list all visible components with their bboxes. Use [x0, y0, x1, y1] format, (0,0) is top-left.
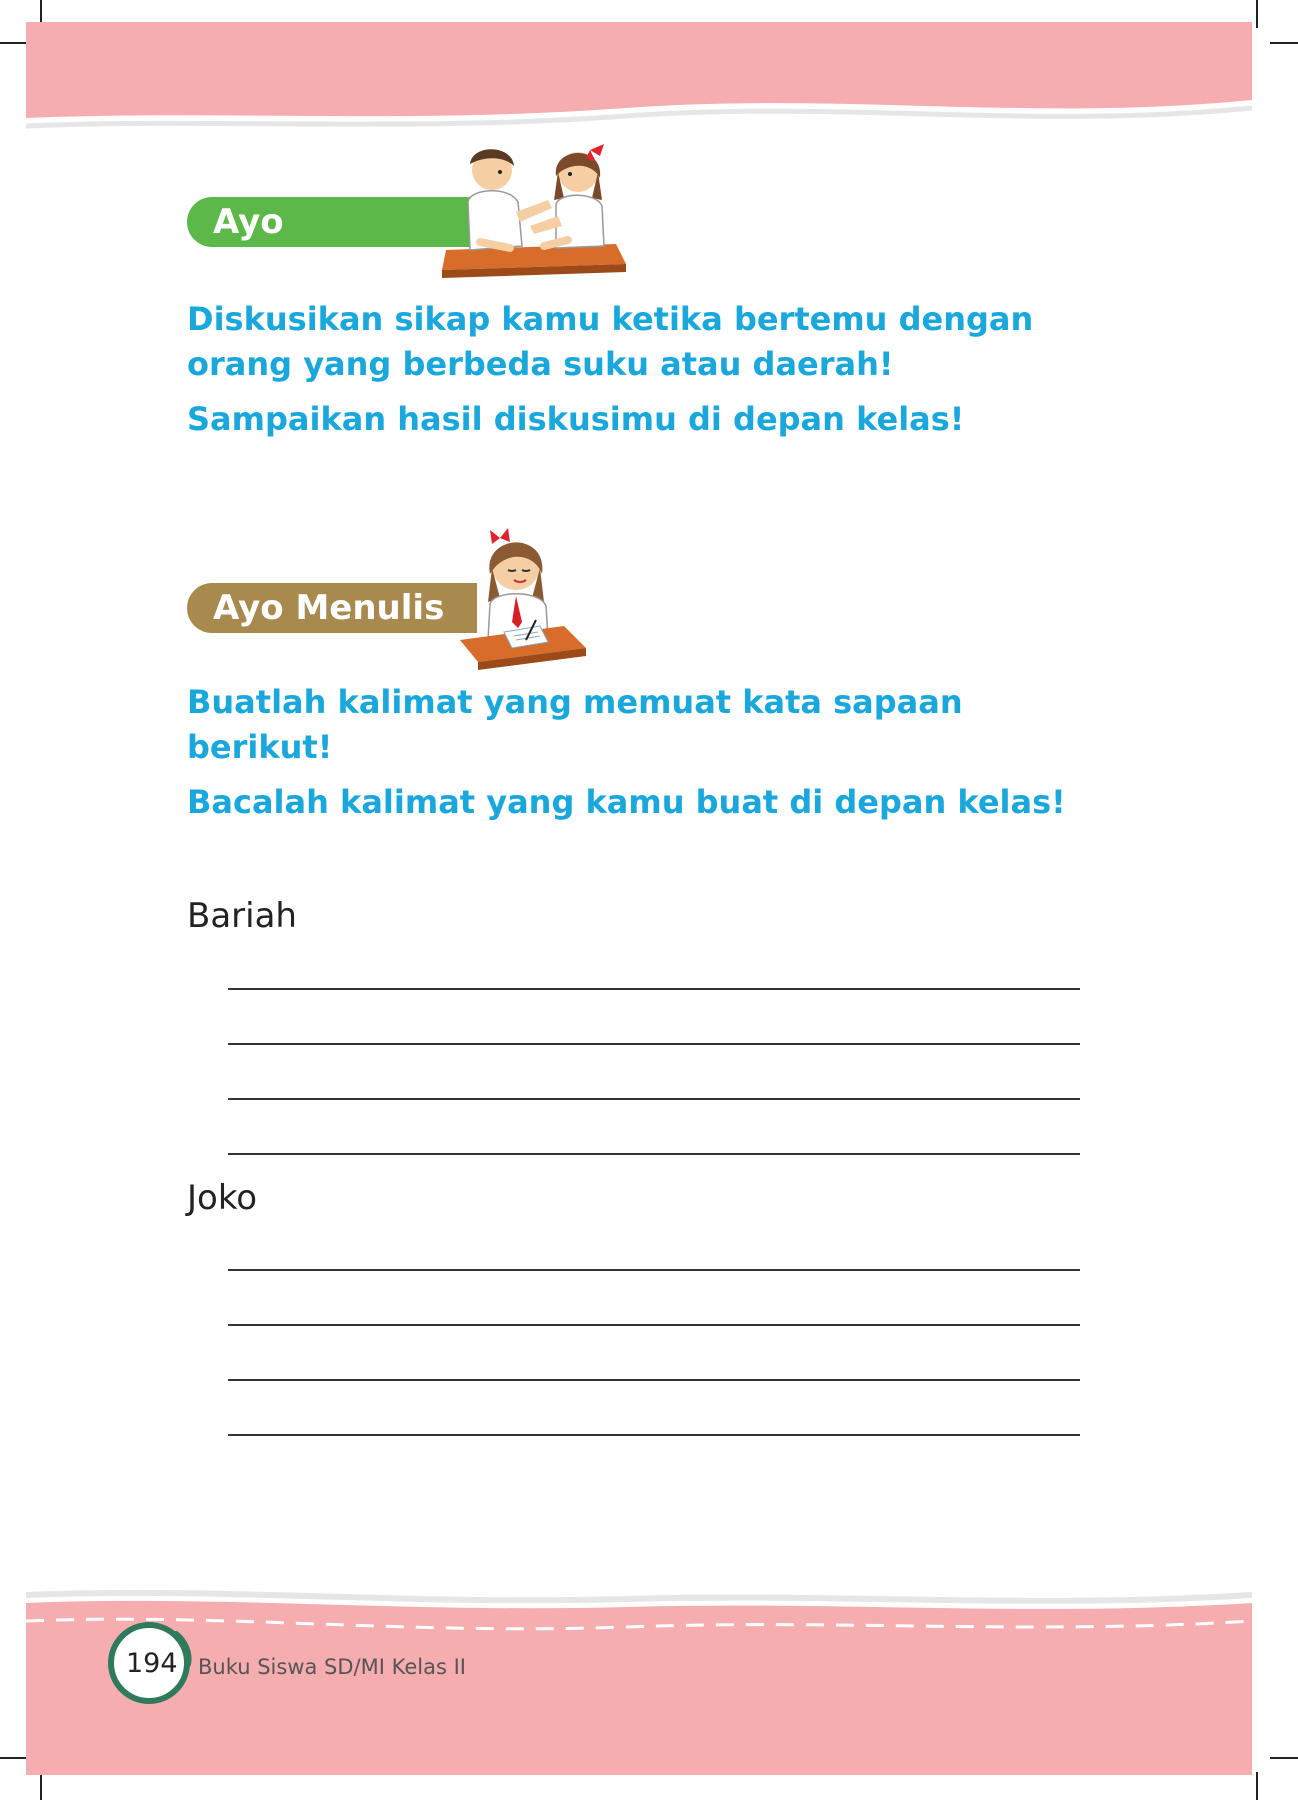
header-band — [26, 22, 1252, 132]
page-number: 194 — [126, 1648, 178, 1679]
write-instruction-2: Bacalah kalimat yang kamu buat di depan kelas! — [187, 783, 1066, 821]
crop-mark — [0, 42, 28, 44]
writing-line[interactable] — [228, 1269, 1080, 1271]
writing-line[interactable] — [228, 1379, 1080, 1381]
crop-mark — [0, 1757, 28, 1759]
writing-line[interactable] — [228, 1098, 1080, 1100]
entry-name-label: Joko — [187, 1178, 258, 1218]
writing-line[interactable] — [228, 988, 1080, 990]
discuss-instruction-2: Sampaikan hasil diskusimu di depan kelas! — [187, 400, 965, 438]
section-badge-write: Ayo Menulis — [187, 583, 477, 633]
crop-mark — [1270, 1757, 1298, 1759]
two-students-discussing-illustration — [440, 142, 630, 278]
section-badge-discuss: Ayo Berdiskusi — [187, 197, 487, 247]
crop-mark — [1270, 42, 1298, 44]
writing-line[interactable] — [228, 1043, 1080, 1045]
writing-line[interactable] — [228, 1434, 1080, 1436]
write-instruction-1: Buatlah kalimat yang memuat kata sapaan berikut! — [187, 683, 963, 766]
student-writing-illustration — [460, 528, 590, 673]
entry-name-label: Bariah — [187, 896, 297, 936]
crop-mark — [1256, 1772, 1258, 1800]
crop-mark — [1256, 0, 1258, 28]
book-title: Buku Siswa SD/MI Kelas II — [198, 1655, 466, 1679]
writing-line[interactable] — [228, 1324, 1080, 1326]
discuss-instruction-1: Diskusikan sikap kamu ketika bertemu dengan orang yang berbeda suku atau daerah! — [187, 300, 1034, 383]
crop-mark — [40, 1772, 42, 1800]
footer-band — [26, 1585, 1252, 1775]
writing-line[interactable] — [228, 1153, 1080, 1155]
